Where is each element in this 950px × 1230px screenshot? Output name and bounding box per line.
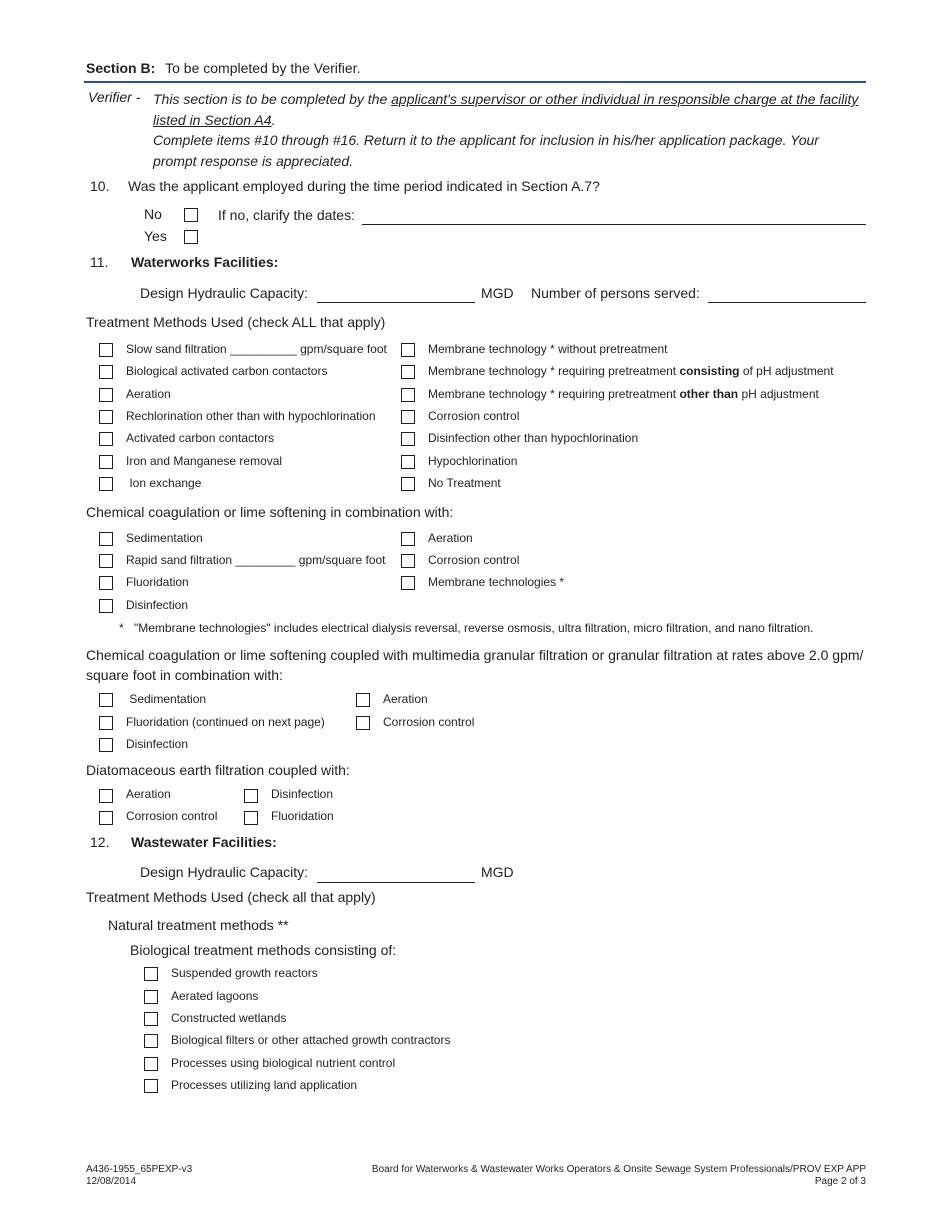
chem-checkbox-aeration[interactable] — [401, 532, 415, 546]
diatom-label-disinfection: Disinfection — [271, 787, 334, 801]
method-label-disinfection-other: Disinfection other than hypochlorination — [428, 431, 639, 445]
multi-checkbox-disinfection[interactable] — [99, 738, 113, 752]
footnote-text: "Membrane technologies" includes electrical dialysis reversal, reverse osmosis, ultra filtration, micro filtration, and nano filtration. — [134, 621, 814, 635]
diatom-checkbox-fluoridation[interactable] — [244, 811, 258, 825]
method-label-membrane-other — [428, 387, 819, 401]
chem-checkbox-membrane[interactable] — [401, 576, 415, 590]
membrane-ph-text-b: of pH adjustment — [739, 364, 834, 378]
chem-checkbox-sedimentation[interactable] — [99, 532, 113, 546]
q10-clarify-dates-field[interactable] — [362, 224, 866, 225]
diatom-checkbox-corrosion[interactable] — [99, 811, 113, 825]
chem-label-aeration: Aeration — [428, 531, 473, 545]
multi-checkbox-fluoridation[interactable] — [99, 716, 113, 730]
method-checkbox-activated-carbon[interactable] — [99, 432, 113, 446]
method-label-membrane-no-pretreat: Membrane technology * without pretreatment — [428, 342, 668, 356]
multi-label-corrosion: Corrosion control — [383, 715, 475, 729]
footer-right — [372, 1164, 866, 1188]
q11-mgd-unit: MGD — [481, 285, 514, 301]
q12-title: Wastewater Facilities: — [131, 834, 277, 850]
multi-heading-line2: square foot in combination with: — [86, 667, 283, 683]
method-label-no-treatment: No Treatment — [428, 476, 501, 490]
multi-checkbox-sedimentation[interactable] — [99, 693, 113, 707]
verifier-supervisor-text: applicant's supervisor or other individual in responsible charge at the facility — [391, 91, 859, 107]
chem-checkbox-rapid-sand[interactable] — [99, 554, 113, 568]
method-label-corrosion: Corrosion control — [428, 409, 520, 423]
method-checkbox-iron-manganese[interactable] — [99, 455, 113, 469]
multi-checkbox-aeration[interactable] — [356, 693, 370, 707]
method-checkbox-ion-exchange[interactable] — [99, 477, 113, 491]
chem-label-rapid-sand: Rapid sand filtration _________ gpm/square foot — [126, 553, 386, 567]
membrane-other-bold: other than — [679, 387, 739, 401]
bio-label-filters: Biological filters or other attached growth contractors — [171, 1033, 451, 1047]
chem-label-sedimentation: Sedimentation — [126, 531, 203, 545]
method-checkbox-corrosion[interactable] — [401, 410, 415, 424]
method-label-rechlorination: Rechlorination other than with hypochlorination — [126, 409, 376, 423]
bio-label-nutrient: Processes using biological nutrient control — [171, 1056, 396, 1070]
method-label-iron-manganese: Iron and Manganese removal — [126, 454, 283, 468]
multi-label-aeration: Aeration — [383, 692, 428, 706]
membrane-ph-text-a: Membrane technology * requiring pretreatment — [428, 364, 680, 378]
q11-number: 11. — [90, 254, 109, 270]
method-checkbox-slow-sand[interactable] — [99, 343, 113, 357]
method-label-bio-carbon: Biological activated carbon contactors — [126, 364, 328, 378]
q12-bio-heading: Biological treatment methods consisting of: — [130, 942, 397, 958]
diatom-heading: Diatomaceous earth filtration coupled with: — [86, 762, 350, 778]
chem-checkbox-disinfection[interactable] — [99, 599, 113, 613]
method-checkbox-no-treatment[interactable] — [401, 477, 415, 491]
membrane-other-text-a: Membrane technology * requiring pretreatment — [428, 387, 680, 401]
q11-title: Waterworks Facilities: — [131, 254, 279, 270]
q11-capacity-field[interactable] — [317, 302, 475, 303]
bio-checkbox-filters[interactable] — [144, 1034, 158, 1048]
method-checkbox-membrane-ph[interactable] — [401, 365, 415, 379]
membrane-ph-bold: consisting — [679, 364, 740, 378]
footer-board: Board for Waterworks & Wastewater Works Operators & Onsite Sewage System Professionals/PROV EXP APP — [371, 1164, 866, 1175]
footnote-star: * — [119, 621, 124, 635]
q12-natural-methods: Natural treatment methods ** — [108, 917, 289, 933]
verifier-line3: Complete items #10 through #16. Return it to the applicant for inclusion in his/her application package. Your — [153, 132, 819, 148]
q12-capacity-field[interactable] — [317, 882, 475, 883]
method-label-slow-sand: Slow sand filtration __________ gpm/square foot — [126, 342, 387, 356]
verifier-label: Verifier - — [88, 89, 141, 105]
multi-label-fluoridation: Fluoridation (continued on next page) — [126, 715, 325, 729]
method-checkbox-disinfection-other[interactable] — [401, 432, 415, 446]
bio-checkbox-wetlands[interactable] — [144, 1012, 158, 1026]
chem-checkbox-corrosion[interactable] — [401, 554, 415, 568]
bio-label-suspended: Suspended growth reactors — [171, 966, 318, 980]
method-label-ion-exchange: Ion exchange — [126, 476, 202, 490]
footer-page-number: Page 2 of 3 — [814, 1176, 866, 1187]
q11-persons-label: Number of persons served: — [531, 285, 700, 301]
section-divider — [84, 81, 866, 83]
multi-checkbox-corrosion[interactable] — [356, 716, 370, 730]
diatom-checkbox-aeration[interactable] — [99, 789, 113, 803]
method-label-activated-carbon: Activated carbon contactors — [126, 431, 275, 445]
footer-left — [86, 1164, 192, 1188]
q12-methods-heading: Treatment Methods Used (check all that apply) — [86, 889, 376, 905]
method-checkbox-membrane-no-pretreat[interactable] — [401, 343, 415, 357]
chem-label-membrane: Membrane technologies * — [428, 575, 565, 589]
chem-label-fluoridation: Fluoridation — [126, 575, 189, 589]
bio-checkbox-nutrient[interactable] — [144, 1057, 158, 1071]
diatom-label-aeration: Aeration — [126, 787, 171, 801]
bio-checkbox-land[interactable] — [144, 1079, 158, 1093]
section-b-header — [86, 60, 360, 76]
footer-date: 12/08/2014 — [86, 1176, 137, 1187]
method-checkbox-bio-carbon[interactable] — [99, 365, 113, 379]
q10-number: 10. — [90, 178, 110, 194]
section-b-text: To be completed by the Verifier. — [165, 60, 361, 76]
q10-question: Was the applicant employed during the time period indicated in Section A.7? — [128, 178, 600, 194]
q11-capacity-label: Design Hydraulic Capacity: — [140, 285, 309, 301]
q11-persons-field[interactable] — [708, 302, 866, 303]
bio-label-land: Processes utilizing land application — [171, 1078, 358, 1092]
method-checkbox-hypochlorination[interactable] — [401, 455, 415, 469]
multi-heading-line1: Chemical coagulation or lime softening coupled with multimedia granular filtration or granular filtration at rates above 2.0 gpm/ — [86, 647, 864, 663]
verifier-section-a4: listed in Section A4 — [153, 111, 272, 128]
chem-checkbox-fluoridation[interactable] — [99, 576, 113, 590]
q10-no-label: No — [144, 206, 162, 222]
q12-mgd-unit: MGD — [481, 864, 514, 880]
chem-heading: Chemical coagulation or lime softening in combination with: — [86, 504, 454, 520]
q10-yes-label: Yes — [144, 228, 167, 244]
q11-methods-heading: Treatment Methods Used (check ALL that apply) — [86, 314, 386, 330]
method-checkbox-rechlorination[interactable] — [99, 410, 113, 424]
method-label-hypochlorination: Hypochlorination — [428, 454, 518, 468]
chem-label-disinfection: Disinfection — [126, 598, 189, 612]
method-checkbox-aeration[interactable] — [99, 388, 113, 402]
section-b-label: Section B: — [86, 60, 156, 76]
bio-checkbox-suspended[interactable] — [144, 967, 158, 981]
verifier-line4: prompt response is appreciated. — [153, 152, 353, 169]
verifier-line1: This section is to be completed by the — [153, 91, 392, 107]
method-checkbox-membrane-other[interactable] — [401, 388, 415, 402]
diatom-label-corrosion: Corrosion control — [126, 809, 218, 823]
multi-label-sedimentation: Sedimentation — [126, 692, 207, 706]
bio-checkbox-aerated-lagoons[interactable] — [144, 990, 158, 1004]
q10-no-checkbox[interactable] — [184, 208, 198, 222]
q12-number: 12. — [90, 834, 110, 850]
multi-label-disinfection: Disinfection — [126, 737, 189, 751]
q10-clarify-label: If no, clarify the dates: — [218, 207, 355, 223]
bio-label-wetlands: Constructed wetlands — [171, 1011, 287, 1025]
verifier-instructions — [153, 89, 865, 171]
q10-yes-checkbox[interactable] — [184, 230, 198, 244]
footer-form-id: A436-1955_65PEXP-v3 — [86, 1164, 193, 1175]
diatom-label-fluoridation: Fluoridation — [271, 809, 334, 823]
membrane-other-text-b: pH adjustment — [738, 387, 819, 401]
verifier-period: . — [271, 111, 276, 128]
method-label-aeration: Aeration — [126, 387, 171, 401]
method-label-membrane-ph — [428, 364, 834, 378]
bio-label-aerated-lagoons: Aerated lagoons — [171, 989, 259, 1003]
diatom-checkbox-disinfection[interactable] — [244, 789, 258, 803]
q12-capacity-label: Design Hydraulic Capacity: — [140, 864, 309, 880]
chem-label-corrosion: Corrosion control — [428, 553, 520, 567]
